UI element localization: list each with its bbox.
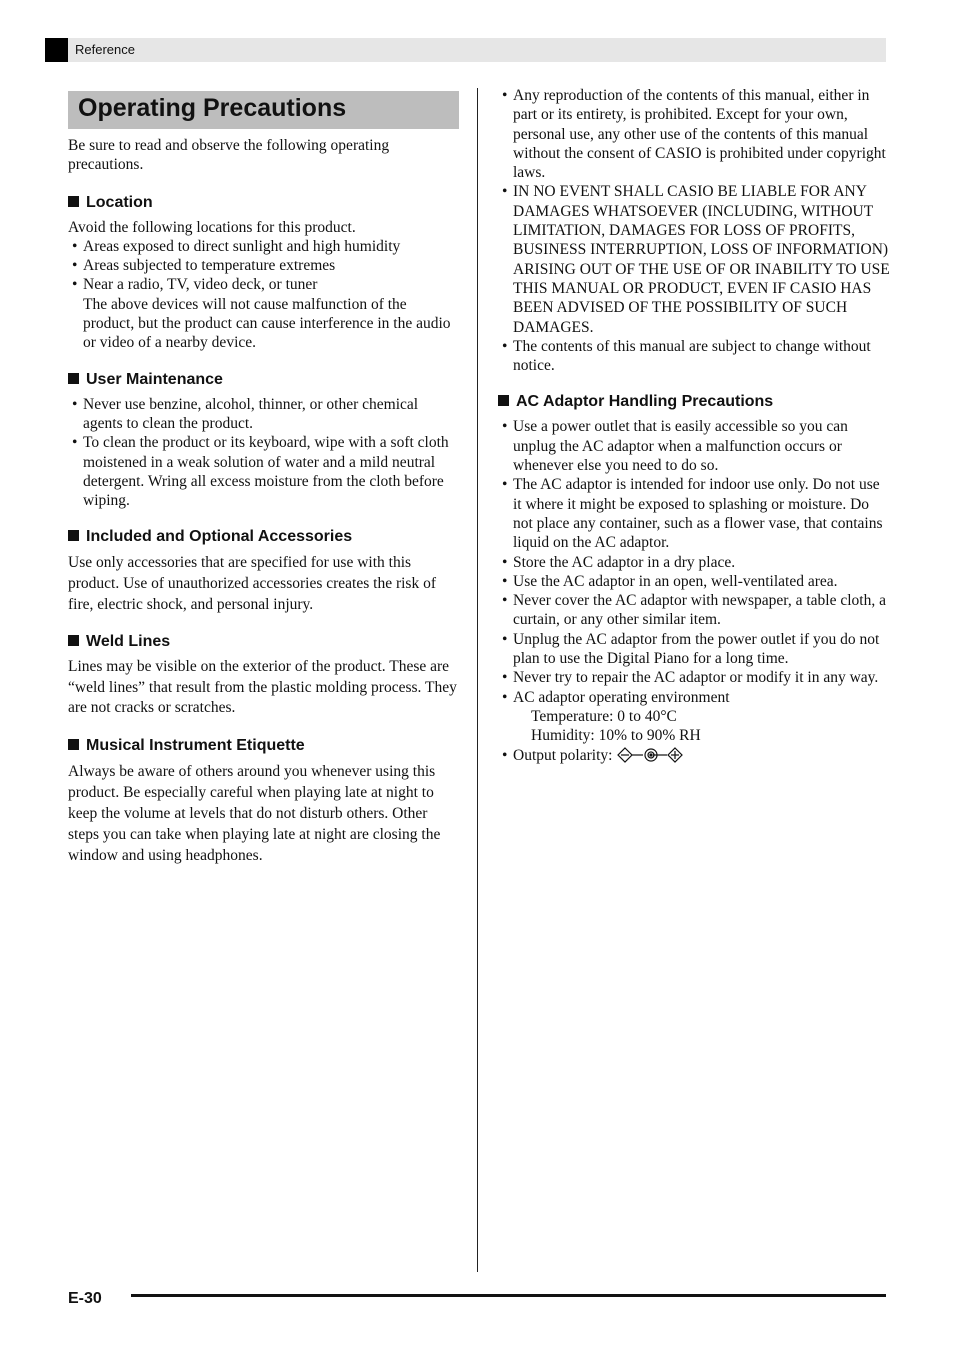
copyright-section xyxy=(498,86,890,375)
page-number: E-30 xyxy=(68,1290,102,1307)
accessories-heading: Included and Optional Accessories xyxy=(68,527,460,547)
list-item: • The contents of this manual are subject to change without notice. xyxy=(502,337,871,375)
intro-text: Be sure to read and observe the following operating precautions. xyxy=(68,137,390,174)
location-section xyxy=(68,193,460,353)
maintenance-heading: User Maintenance xyxy=(68,370,460,390)
list-item: • Never cover the AC adaptor with newspaper, a table cloth, a curtain, or any other similar item. xyxy=(502,592,886,629)
location-heading: Location xyxy=(68,193,460,213)
etiquette-text: Always be aware of others around you whenever using this product. Be especially careful when playing late at night to keep the volume at levels that do not disturb others. Other steps you can take when playing late at night are closing the window and using headphones. xyxy=(68,762,441,864)
square-bullet-icon xyxy=(68,196,79,207)
list-item: • AC adaptor operating environment Temperature: 0 to 40°C Humidity: 10% to 90% RH xyxy=(498,688,890,746)
list-item: • Unplug the AC adaptor from the power outlet if you do not plan to use the Digital Piano for a long time. xyxy=(502,630,880,668)
weld-section xyxy=(68,632,460,719)
adaptor-section xyxy=(498,392,890,768)
square-bullet-icon xyxy=(498,395,509,406)
list-item: • Any reproduction of the contents of this manual, either in part or its entirety, is prohibited. Except for your own, personal use, any other use of the contents of this manual without the consent of CASIO is prohibited under copyright laws. xyxy=(502,87,886,182)
etiquette-section xyxy=(68,736,460,866)
maintenance-section xyxy=(68,370,460,511)
weld-heading: Weld Lines xyxy=(68,632,460,652)
list-item: • IN NO EVENT SHALL CASIO BE LIABLE FOR ANY DAMAGES WHATSOEVER (INCLUDING, WITHOUT LIMITATION, DAMAGES FOR LOSS OF PROFITS, BUSINESS INTERRUPTION, LOSS OF INFORMATION) ARISING OUT OF THE USE OF OR INABILITY TO USE THIS MANUAL OR PRODUCT, EVEN IF CASIO HAS BEEN ADVISED OF THE POSSIBILITY OF SUCH DAMAGES. xyxy=(502,183,890,336)
list-item: • The AC adaptor is intended for indoor use only. Do not use it where it might be exposed to splashing or moisture. Do not place any container, such as a flower vase, that contains liquid on the AC adaptor. xyxy=(502,476,883,552)
accessories-text: Use only accessories that are specified for use with this product. Use of unauthorized accessories creates the risk of fire, electric shock, and personal injury. xyxy=(68,554,436,614)
adaptor-list xyxy=(498,417,890,768)
location-list xyxy=(68,237,460,353)
page-title: Operating Precautions xyxy=(78,94,347,122)
center-positive-polarity-icon xyxy=(616,746,686,769)
right-column xyxy=(498,86,890,786)
left-column xyxy=(68,136,460,883)
square-bullet-icon xyxy=(68,373,79,384)
maintenance-list xyxy=(68,395,460,511)
list-item: • Output polarity: xyxy=(498,746,890,769)
square-bullet-icon xyxy=(68,635,79,646)
temperature-spec: Temperature: 0 to 40°C xyxy=(531,707,677,725)
square-bullet-icon xyxy=(68,739,79,750)
list-item: • To clean the product or its keyboard, wipe with a soft cloth moistened in a weak solution of water and a mild neutral detergent. Wring all excess moisture from the cloth before wiping. xyxy=(72,434,449,510)
title-banner xyxy=(68,91,459,129)
adaptor-heading: AC Adaptor Handling Precautions xyxy=(498,392,890,412)
humidity-spec: Humidity: 10% to 90% RH xyxy=(531,727,701,745)
list-item: • Near a radio, TV, video deck, or tuner The above devices will not cause malfunction of the product, but the product can cause interference in the audio or video of a nearby device. xyxy=(72,276,451,352)
list-item: • Never try to repair the AC adaptor or modify it in any way. xyxy=(502,669,879,687)
location-note: The above devices will not cause malfunction of the product, but the product can cause interference in the audio or video of a nearby device. xyxy=(83,295,451,352)
etiquette-heading: Musical Instrument Etiquette xyxy=(68,736,460,756)
location-text: Avoid the following locations for this product. xyxy=(68,218,356,236)
copyright-list xyxy=(498,86,890,375)
list-item: • Use the AC adaptor in an open, well-ventilated area. xyxy=(502,572,838,590)
square-bullet-icon xyxy=(68,530,79,541)
footer-rule xyxy=(131,1294,886,1297)
section-label: Reference xyxy=(75,42,135,57)
accessories-section xyxy=(68,527,460,615)
column-divider xyxy=(477,88,478,1272)
list-item: • Never use benzine, alcohol, thinner, or other chemical agents to clean the product. xyxy=(72,395,419,432)
weld-text: Lines may be visible on the exterior of the product. These are “weld lines” that result from the plastic molding process. They are not cracks or scratches. xyxy=(68,658,457,717)
list-item: • Areas subjected to temperature extremes xyxy=(72,257,336,275)
list-item: • Use a power outlet that is easily accessible so you can unplug the AC adaptor when a malfunction occurs or whenever else you need to do so. xyxy=(502,418,848,475)
header-marker-block xyxy=(45,38,68,62)
list-item: • Store the AC adaptor in a dry place. xyxy=(502,553,736,571)
header-bar xyxy=(45,38,886,62)
list-item: • Areas exposed to direct sunlight and high humidity xyxy=(72,237,401,255)
